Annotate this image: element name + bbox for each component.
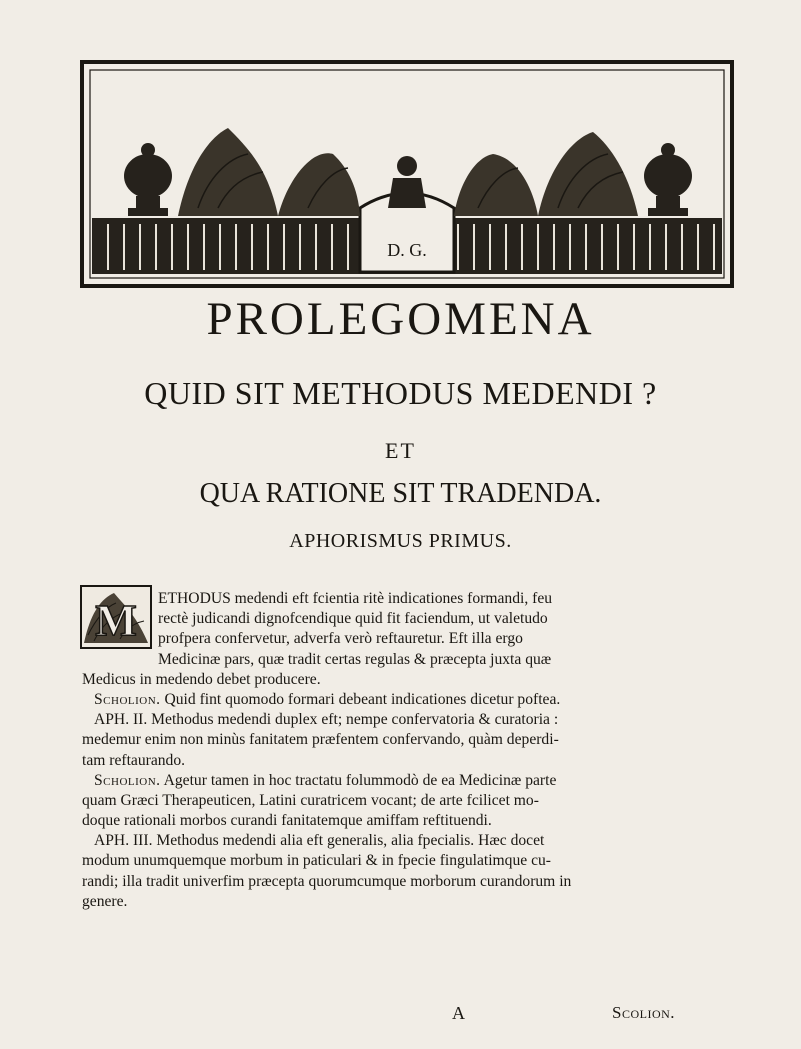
catchword: Scolion. (612, 1003, 676, 1022)
paragraph-line: profpera confervetur, adverfa verò reftauretur. Eft illa ergo (158, 630, 523, 648)
scholion-label: Scholion. (94, 771, 161, 789)
text-line: medemur enim non minùs fanitatem præfentem confervando, quàm deperdi- (82, 731, 559, 749)
paragraph-line: ETHODUS medendi eft fcientia ritè indicationes formandi, feu (158, 590, 553, 607)
paragraph-line: rectè judicandi dignofcendique quid fit faciendum, ut valetudo (158, 610, 548, 628)
page-subtitle-2: QUA RATIONE SIT TRADENDA. (199, 478, 602, 509)
scholion-line (82, 771, 764, 791)
scholion-text: Agetur tamen in hoc tractatu folummodò de ea Medicinæ parte (163, 771, 557, 789)
paragraph-line: Medicinæ pars, quæ tradit certas regulas & præcepta juxta quæ (158, 650, 552, 668)
drop-initial-letter: M (95, 596, 137, 645)
scholion-line (82, 690, 764, 710)
headpiece-monogram: D. G. (387, 240, 427, 260)
text-line: genere. (82, 892, 128, 910)
page-title: PROLEGOMENA (206, 293, 595, 345)
text-line: modum unumquemque morbum in paticulari & in fpecie fingulatimque cu- (82, 852, 552, 870)
scholion-label: Scholion. (94, 690, 161, 708)
conjunction-et: ET (385, 438, 416, 463)
aphorism-line: APH. II. Methodus medendi duplex eft; nempe confervatoria & curatoria : (94, 711, 559, 729)
aphorism-heading: APHORISMUS PRIMUS. (289, 530, 512, 552)
aphorism-line: APH. III. Methodus medendi alia eft generalis, alia fpecialis. Hæc docet (94, 832, 545, 850)
text-line: doque rationali morbos curandi fanitatemque amiffam reftituendi. (82, 812, 492, 830)
headpiece-engraving (78, 58, 736, 290)
text-line: randi; illa tradit univerfim præcepta quorumcumque morborum curandorum in (82, 872, 572, 890)
text-line: Medicus in medendo debet producere. (82, 670, 321, 688)
text-line: tam reftaurando. (82, 751, 186, 769)
body-text (82, 589, 764, 912)
scholion-text: Quid fint quomodo formari debeant indicationes dicetur poftea. (164, 690, 561, 708)
ornamental-headpiece (78, 58, 736, 290)
page-subtitle: QUID SIT METHODUS MEDENDI ? (144, 375, 657, 411)
signature-mark: A (452, 1003, 465, 1023)
text-line: quam Græci Therapeuticen, Latini curatricem vocant; de arte fcilicet mo- (82, 791, 539, 809)
